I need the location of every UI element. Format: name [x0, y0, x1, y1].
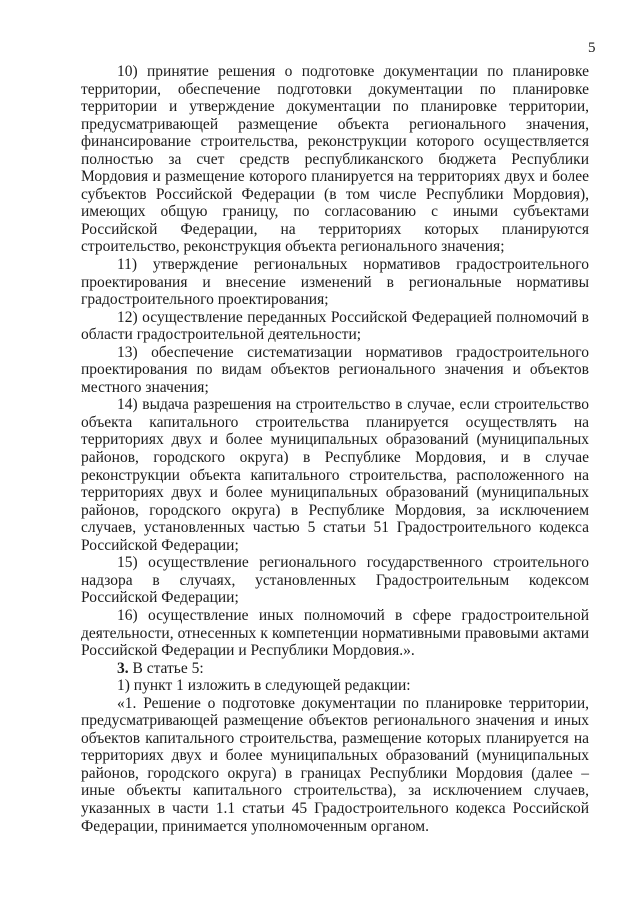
paragraph-item-16: 16) осуществление иных полномочий в сфере градостроительной деятельности, отнесенных к компетенции нормативными правовыми актами Российской Федерации и Республики Мордовия.». — [81, 606, 589, 660]
article-heading — [81, 660, 589, 678]
paragraph-item-11: 11) утверждение региональных нормативов градостроительного проектирования и внесение изменений в региональные нормативы градостроительного проектирования; — [81, 256, 589, 309]
paragraph-item-12: 12) осуществление переданных Российской Федерацией полномочий в области градостроительной деятельности; — [81, 308, 589, 344]
article-number: 3. — [117, 659, 129, 677]
paragraph-point-1-instruction: 1) пункт 1 изложить в следующей редакции: — [117, 677, 411, 695]
paragraph-item-13: 13) обеспечение систематизации нормативов градостроительного проектирования по видам объектов регионального значения и объектов местного значения; — [81, 343, 589, 396]
document-body — [81, 63, 589, 835]
paragraph-point-1-text: «1. Решение о подготовке документации по планировке территории, предусматривающей размещение объектов регионального значения и иных объектов капитального строительства, размещение которых планируется на территориях двух и более муниципальных образований (муниципальных районов, городского округа) в границах Республики Мордовия (далее – иные объекты капитального строительства), за исключением случаев, указанных в части 1.1 статьи 45 Градостроительного кодекса Российской Федерации, принимается уполномоченным органом. — [81, 694, 589, 835]
paragraph-item-10: 10) принятие решения о подготовке документации по планировке территории, обеспечение подготовки документации по планировке территории и утверждение документации по планировке территории, предусматривающей размещение объекта регионального значения, финансирование строительства, реконструкции которого осуществляется полностью за счет средств республиканского бюджета Республики Мордовия и размещение которого планируется на территориях двух и более субъектов Российской Федерации (в том числе Республики Мордовия), имеющих общую границу, по согласованию с иными субъектами Российской Федерации, на территориях которых планируются строительство, реконструкция объекта регионального значения; — [81, 63, 589, 256]
article-heading-text: В статье 5: — [128, 659, 204, 677]
paragraph-item-14: 14) выдача разрешения на строительство в случае, если строительство объекта капитального строительства планируется осуществлять на территориях двух и более муниципальных образований (муниципальных районов, городского округа) в Республике Мордовия, и в случае реконструкции объекта капитального строительства, расположенного на территориях двух и более муниципальных образований (муниципальных районов, городского округа) в Республике Мордовия, за исключением случаев, установленных частью 5 статьи 51 Градостроительного кодекса Российской Федерации; — [81, 396, 589, 554]
page-number: 5 — [588, 40, 596, 56]
paragraph-item-15: 15) осуществление регионального государственного строительного надзора в случаях, установленных Градостроительным кодексом Российской Федерации; — [81, 554, 589, 607]
